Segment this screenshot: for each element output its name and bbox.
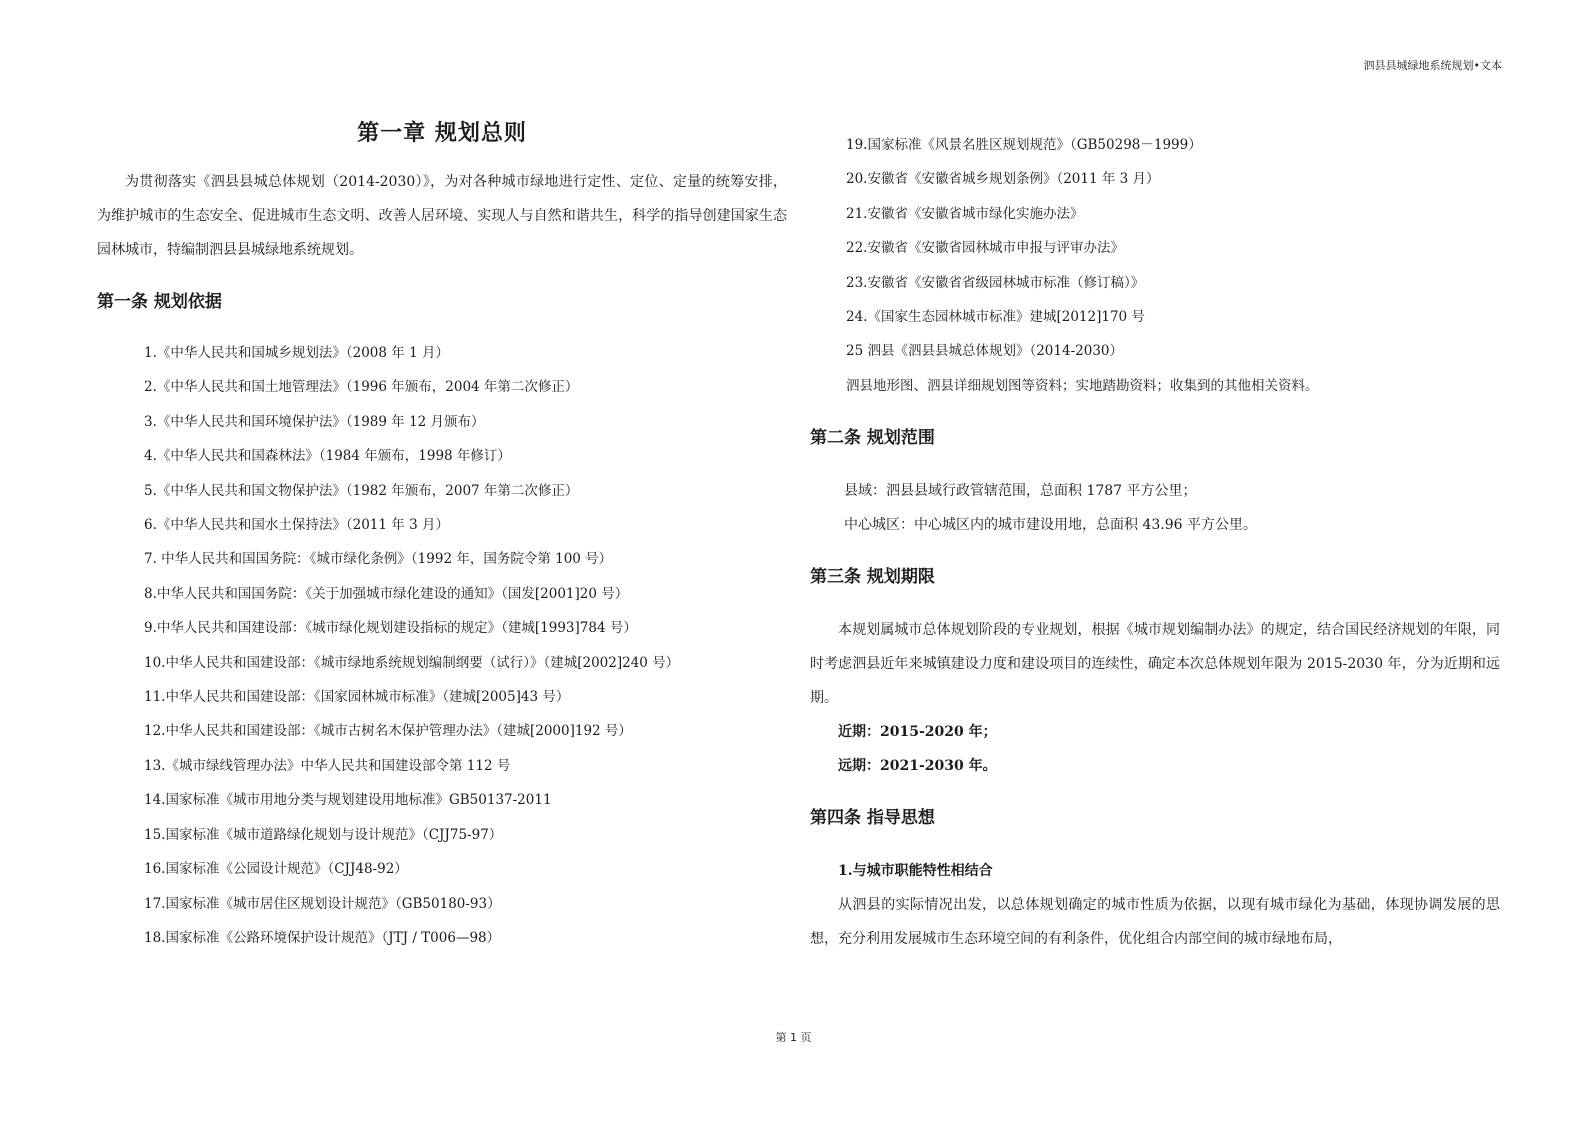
scope-county: 县域：泗县县域行政管辖范围，总面积 1787 平方公里； [844, 483, 1197, 500]
article1-heading: 第一条 规划依据 [97, 292, 222, 312]
basis-list-item: 5.《中华人民共和国文物保护法》（1982 年颁布，2007 年第二次修正） [144, 482, 579, 499]
period-paragraph: 本规划属城市总体规划阶段的专业规划，根据《城市规划编制办法》的规定，结合国民经济规划的年限，同时考虑泗县近年来城镇建设力度和建设项目的连续性，确定本次总体规划年限为 2015-2030 年，分为近期和远期。 [810, 622, 1500, 707]
basis-list-item: 15.国家标准《城市道路绿化规划与设计规范》（CJJ75-97） [144, 826, 503, 843]
basis-list-item: 25 泗县《泗县县城总体规划》（2014-2030） [846, 343, 1123, 360]
basis-list-item: 20.安徽省《安徽省城乡规划条例》（2011 年 3 月） [846, 171, 1160, 188]
basis-list-item: 2.《中华人民共和国土地管理法》（1996 年颁布，2004 年第二次修正） [144, 379, 579, 396]
basis-list-item: 24.《国家生态园林城市标准》建城[2012]170 号 [846, 309, 1145, 326]
basis-list-item: 泗县地形图、泗县详细规划图等资料；实地踏勘资料；收集到的其他相关资料。 [846, 377, 1319, 394]
basis-list-item: 21.安徽省《安徽省城市绿化实施办法》 [846, 205, 1084, 222]
left-column [97, 116, 787, 955]
scope-center: 中心城区：中心城区内的城市建设用地，总面积 43.96 平方公里。 [844, 517, 1257, 534]
basis-list-item: 1.《中华人民共和国城乡规划法》（2008 年 1 月） [144, 345, 449, 361]
period-far: 远期：2021-2030 年。 [838, 758, 997, 775]
guideline-paragraph-1: 从泗县的实际情况出发，以总体规划确定的城市性质为依据，以现有城市绿化为基础，体现协调发展的思想，充分利用发展城市生态环境空间的有利条件，优化组合内部空间的城市绿地布局， [810, 897, 1500, 948]
chapter-intro-paragraph: 为贯彻落实《泗县县城总体规划（2014-2030）》，为对各种城市绿地进行定性、定位、定量的统筹安排，为维护城市的生态安全、促进城市生态文明、改善人居环境、实现人与自然和谐共生，科学的指导创建国家生态园林城市，特编制泗县县城绿地系统规划。 [97, 174, 787, 258]
basis-list-item: 22.安徽省《安徽省园林城市申报与评审办法》 [846, 240, 1124, 257]
basis-list-left [97, 336, 787, 955]
basis-list-item: 16.国家标准《公园设计规范》（CJJ48-92） [144, 861, 408, 878]
basis-list-item: 9.中华人民共和国建设部：《城市绿化规划建设指标的规定》（建城[1993]784 号） [144, 620, 637, 637]
guideline-sub-heading-1: 1.与城市职能特性相结合 [838, 863, 993, 880]
period-near: 近期：2015-2020 年； [838, 724, 997, 741]
document-header-title: 泗县县城绿地系统规划•文本 [1363, 59, 1502, 72]
basis-list-right [810, 128, 1500, 403]
basis-list-item: 18.国家标准《公路环境保护设计规范》（JTJ / T006—98） [144, 929, 501, 946]
basis-list-item: 7. 中华人民共和国国务院：《城市绿化条例》（1992 年，国务院令第 100 号） [144, 551, 613, 568]
article2-heading: 第二条 规划范围 [810, 428, 935, 449]
page-number: 第 1 页 [775, 1031, 812, 1044]
basis-list-item: 8.中华人民共和国国务院：《关于加强城市绿化建设的通知》（国发[2001]20 号） [144, 585, 629, 602]
chapter-title: 第一章 规划总则 [357, 121, 527, 146]
right-column [810, 128, 1500, 956]
basis-list-item: 19.国家标准《风景名胜区规划规范》（GB50298－1999） [846, 137, 1202, 153]
basis-list-item: 11.中华人民共和国建设部：《国家园林城市标准》（建城[2005]43 号） [144, 689, 570, 706]
basis-list-item: 6.《中华人民共和国水土保持法》（2011 年 3 月） [144, 517, 449, 534]
basis-list-item: 13.《城市绿线管理办法》中华人民共和国建设部令第 112 号 [144, 757, 511, 774]
basis-list-item: 4.《中华人民共和国森林法》（1984 年颁布，1998 年修订） [144, 448, 511, 465]
basis-list-item: 17.国家标准《城市居住区规划设计规范》（GB50180-93） [144, 895, 501, 912]
basis-list-item: 10.中华人民共和国建设部：《城市绿地系统规划编制纲要（试行）》（建城[2002]240 号） [144, 654, 680, 671]
basis-list-item: 23.安徽省《安徽省省级园林城市标准（修订稿）》 [846, 274, 1145, 291]
basis-list-item: 14.国家标准《城市用地分类与规划建设用地标准》GB50137-2011 [144, 792, 552, 809]
basis-list-item: 12.中华人民共和国建设部：《城市古树名木保护管理办法》（建城[2000]192 号） [144, 723, 632, 740]
article4-heading: 第四条 指导思想 [810, 808, 935, 829]
basis-list-item: 3.《中华人民共和国环境保护法》（1989 年 12 月颁布） [144, 413, 485, 430]
article3-heading: 第三条 规划期限 [810, 567, 935, 588]
